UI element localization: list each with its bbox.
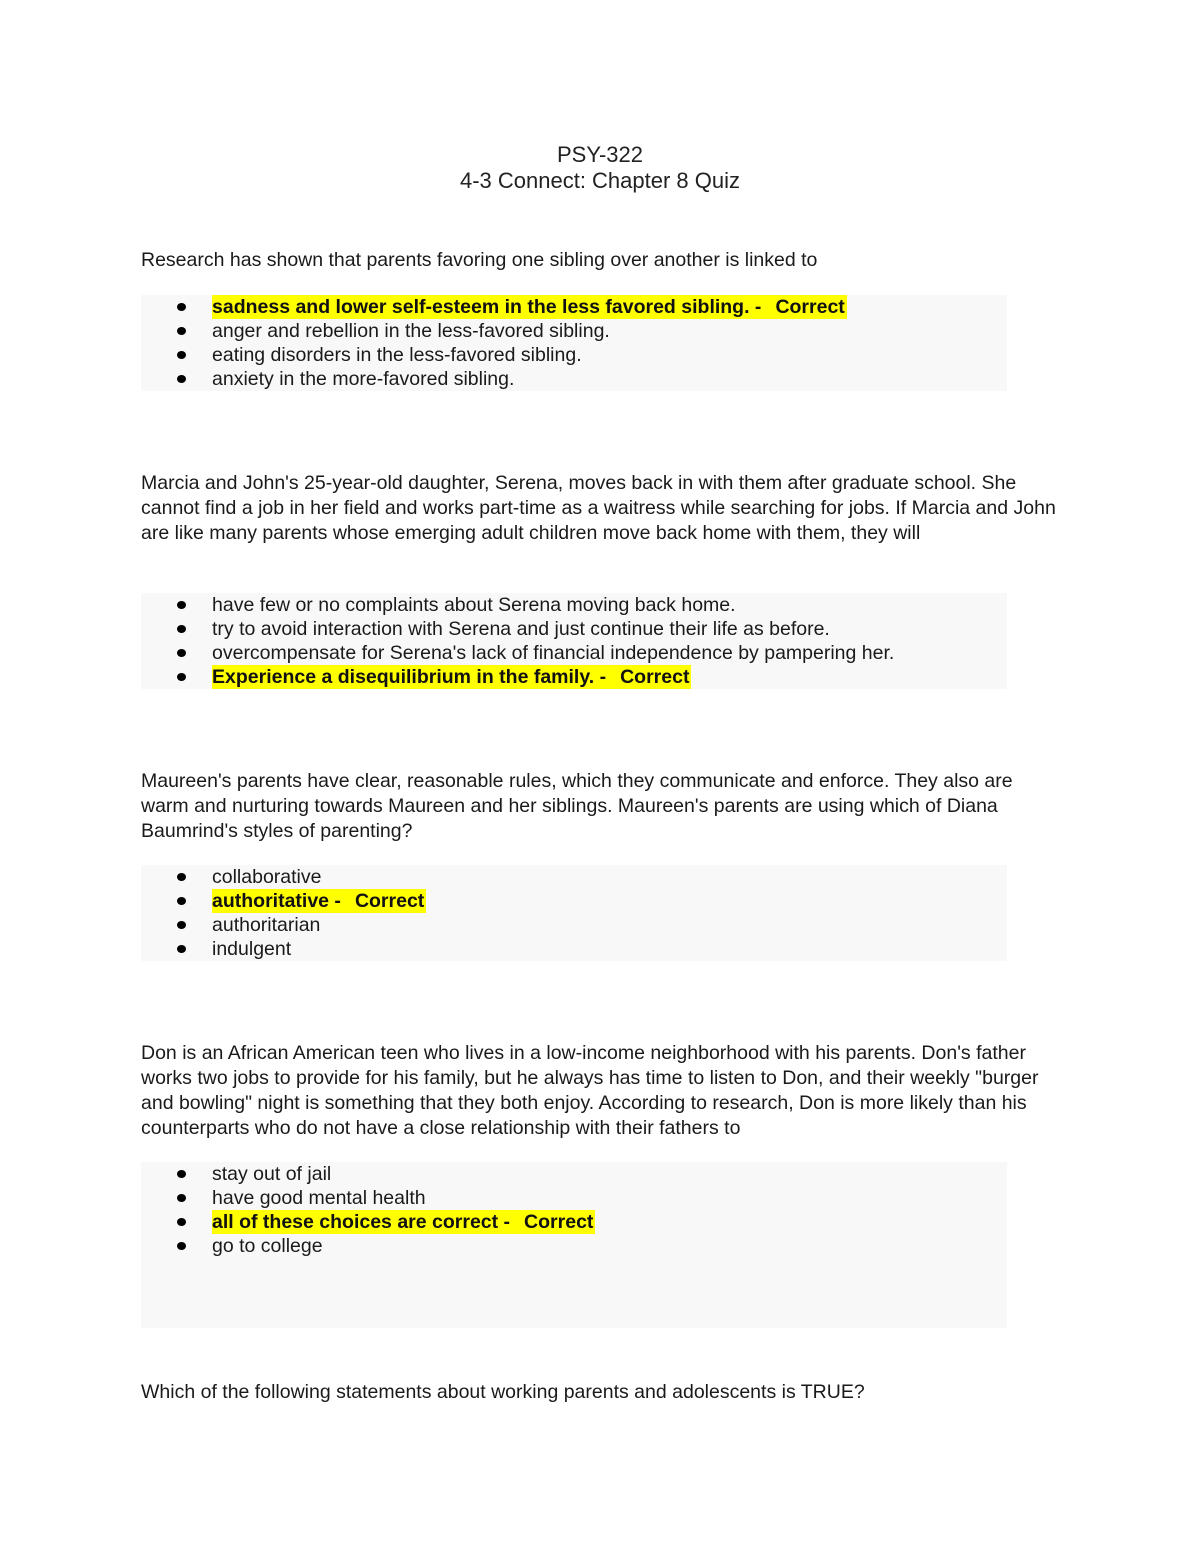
bullet-icon — [177, 303, 186, 311]
bullet-icon — [177, 327, 186, 335]
option-label: have few or no complaints about Serena moving back home. — [212, 594, 736, 616]
option-item — [141, 1210, 1007, 1234]
correct-mark: Correct — [524, 1211, 594, 1233]
bullet-icon — [177, 673, 186, 681]
bullet-icon — [177, 897, 186, 905]
bullet-icon — [177, 601, 186, 609]
bullet-icon — [177, 1218, 186, 1226]
bullet-icon — [177, 945, 186, 953]
option-label: indulgent — [212, 938, 292, 960]
option-item — [141, 913, 1007, 937]
bullet-icon — [177, 1194, 186, 1202]
option-label: stay out of jail — [212, 1163, 332, 1185]
bullet-icon — [177, 1170, 186, 1178]
option-list — [141, 295, 1007, 391]
bullet-icon — [177, 351, 186, 359]
option-text — [212, 889, 426, 913]
option-label: anger and rebellion in the less-favored sibling. — [212, 320, 610, 342]
course-code: PSY-322 — [556, 142, 644, 167]
option-item — [141, 319, 1007, 343]
correct-mark: Correct — [354, 890, 425, 912]
option-label: go to college — [212, 1235, 323, 1257]
bullet-icon — [177, 1242, 186, 1250]
option-label: authoritative - — [212, 890, 341, 912]
option-label: collaborative — [212, 866, 322, 888]
bullet-icon — [177, 375, 186, 383]
option-item — [141, 937, 1007, 961]
question-4-prompt: Don is an African American teen who lives in a low-income neighborhood with his parents. Don's father works two jobs to provide for his family, but he always has time to listen to Don, and their weekly "burger and bowling" night is something that they both enjoy. According to research, Don is more likely than his counterparts who do not have a close relationship with their fathers to — [141, 1042, 1039, 1139]
option-item — [141, 367, 1007, 391]
quiz-title: 4-3 Connect: Chapter 8 Quiz — [459, 168, 741, 193]
correct-mark: Correct — [775, 296, 845, 318]
option-text — [212, 665, 691, 689]
question-5-prompt: Which of the following statements about working parents and adolescents is TRUE? — [141, 1381, 865, 1403]
question-4-options — [141, 1162, 1007, 1328]
question-3-options — [141, 865, 1007, 961]
question-1-prompt: Research has shown that parents favoring one sibling over another is linked to — [141, 249, 818, 271]
option-label: try to avoid interaction with Serena and just continue their life as before. — [212, 618, 830, 640]
option-item — [141, 1186, 1007, 1210]
option-item — [141, 865, 1007, 889]
option-label: overcompensate for Serena's lack of financial independence by pampering her. — [212, 642, 895, 664]
option-item — [141, 343, 1007, 367]
bullet-icon — [177, 873, 186, 881]
option-label: all of these choices are correct - — [212, 1211, 511, 1233]
option-label: have good mental health — [212, 1187, 426, 1209]
bullet-icon — [177, 921, 186, 929]
option-item — [141, 617, 1007, 641]
option-item — [141, 295, 1007, 319]
option-label: anxiety in the more-favored sibling. — [212, 368, 515, 390]
option-list — [141, 865, 1007, 961]
option-text — [212, 295, 847, 319]
option-list — [141, 1162, 1007, 1258]
question-2-prompt: Marcia and John's 25-year-old daughter, Serena, moves back in with them after graduate school. She cannot find a job in her field and works part-time as a waitress while searching for jobs. If Marcia and John are like many parents whose emerging adult children move back home with them, they will — [141, 472, 1056, 544]
option-item — [141, 1234, 1007, 1258]
correct-mark: Correct — [620, 666, 690, 688]
option-label: eating disorders in the less-favored sibling. — [212, 344, 582, 366]
option-item — [141, 889, 1007, 913]
question-2-options — [141, 593, 1007, 689]
option-item — [141, 1162, 1007, 1186]
option-label: authoritarian — [212, 914, 321, 936]
bullet-icon — [177, 649, 186, 657]
option-item — [141, 665, 1007, 689]
option-list — [141, 593, 1007, 689]
option-label: sadness and lower self-esteem in the less favored sibling. - — [212, 296, 762, 318]
question-1-options — [141, 295, 1007, 391]
option-item — [141, 593, 1007, 617]
option-label: Experience a disequilibrium in the family. - — [212, 666, 607, 688]
question-3-prompt: Maureen's parents have clear, reasonable rules, which they communicate and enforce. They also are warm and nurturing towards Maureen and her siblings. Maureen's parents are using which of Diana Baumrind's styles of parenting? — [141, 770, 1013, 842]
option-item — [141, 641, 1007, 665]
bullet-icon — [177, 625, 186, 633]
option-text — [212, 1210, 595, 1234]
